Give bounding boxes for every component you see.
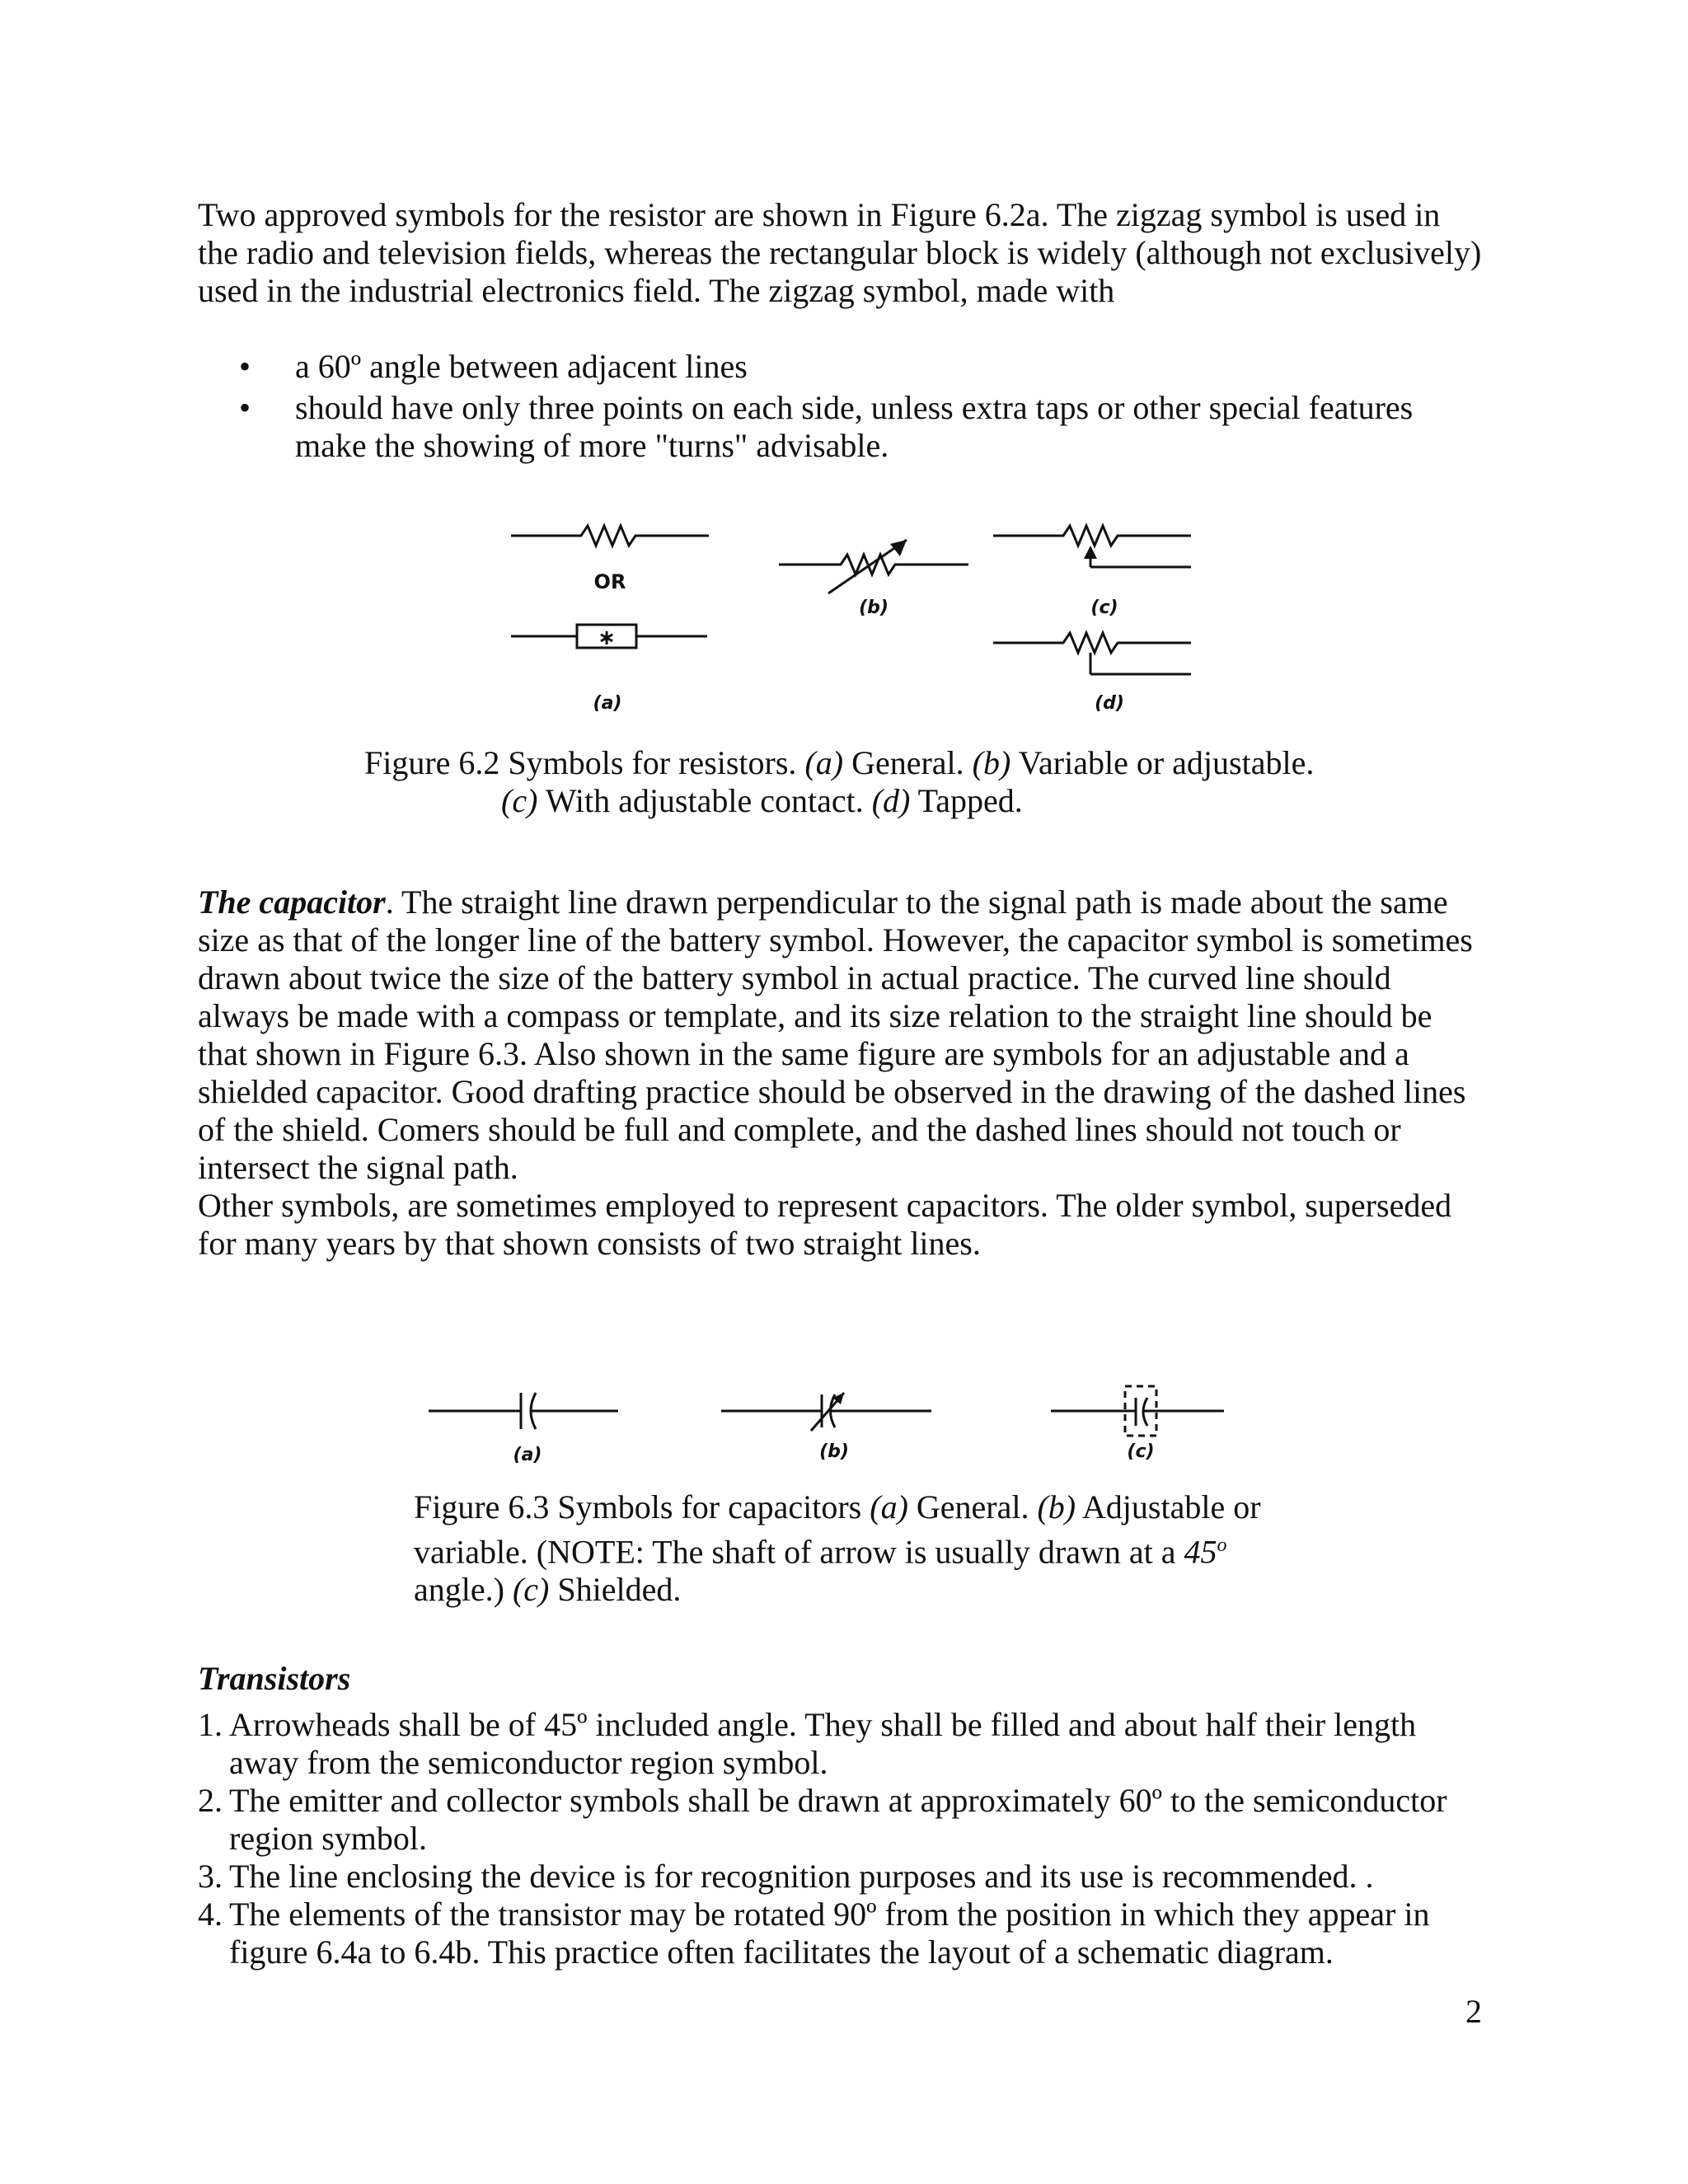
list-item: 3. The line enclosing the device is for recognition purposes and its use is recommended. .: [198, 1858, 1374, 1895]
resistor-symbols-diagram: [495, 511, 1236, 733]
fig-6-2-label-b: (b): [859, 598, 889, 618]
resistor-zigzag-symbol: [511, 526, 709, 546]
or-label: OR: [593, 570, 626, 593]
figure-6-2-caption: Figure 6.2 Symbols for resistors. (a) General. (b) Variable or adjustable. (c) With adjustable contact. (d) Tapped.: [364, 744, 1315, 819]
capacitor-symbols-diagram: [420, 1368, 1245, 1467]
bullet-text: should have only three points on each side, unless extra taps or other special features make the showing of more "turns" advisable.: [295, 389, 1414, 464]
fig-6-3-label-a: (a): [513, 1445, 542, 1465]
transistors-heading: Transistors: [198, 1660, 351, 1697]
capacitor-paragraph-2: Other symbols, are sometimes employed to represent capacitors. The older symbol, superseded for many years by that shown consists of two straight lines.: [198, 1187, 1452, 1262]
list-item: 2. The emitter and collector symbols shall be drawn at approximately 60º to the semiconductor region symbol.: [198, 1782, 1447, 1857]
figure-6-3: [420, 1368, 1245, 1467]
fig-6-3-label-b: (b): [819, 1441, 849, 1462]
fig-6-2-label-a: (a): [593, 693, 622, 714]
list-item: 4. The elements of the transistor may be rotated 90º from the position in which they appear in figure 6.4a to 6.4b. This practice often facilitates the layout of a schematic diagram.: [198, 1896, 1430, 1971]
transistor-rules-list: [198, 1706, 1484, 1971]
resistor-tapped-symbol: [993, 633, 1191, 653]
resistor-variable-symbol: [779, 555, 968, 574]
figure-6-3-caption: Figure 6.3 Symbols for capacitors (a) General. (b) Adjustable or variable. (NOTE: The shaft of arrow is usually drawn at a 45$^o$ angle.) (c) Shielded.: [414, 1488, 1261, 1609]
capacitor-paragraph: The capacitor. The straight line drawn perpendicular to the signal path is made about the same size as that of the longer line of the battery symbol. However, the capacitor symbol is sometimes drawn about twice the size of the battery symbol in actual practice. The curved line should always be made with a compass or template, and its size relation to the straight line should be that shown in Figure 6.3. Also shown in the same figure are symbols for an adjustable and a shielded capacitor. Good drafting practice should be observed in the drawing of the dashed lines of the shield. Comers should be full and complete, and the dashed lines should not touch or intersect the signal path. Other symbols, are sometimes employed to represent capacitors. The older symbol, superseded for many years by that shown consists of two straight lines.: [198, 883, 1473, 1262]
resistor-adjustable-contact-symbol: [993, 526, 1191, 546]
fig-6-3-label-c: (c): [1127, 1441, 1155, 1462]
figure-6-2: [495, 511, 1236, 733]
fig-6-2-label-d: (d): [1095, 693, 1124, 714]
fig-6-2-label-c: (c): [1090, 598, 1118, 618]
page-number: 2: [1465, 1993, 1482, 2030]
intro-paragraph: Two approved symbols for the resistor are shown in Figure 6.2a. The zigzag symbol is used in the radio and television fields, whereas the rectangular block is widely (although not exclusively) used in the industrial electronics field. The zigzag symbol, made with: [198, 196, 1482, 309]
bullet-item: [239, 389, 1475, 465]
capacitor-heading: The capacitor: [198, 883, 386, 921]
bullet-text: a 60º angle between adjacent lines: [295, 348, 748, 385]
bullet-item: [239, 348, 1475, 386]
bullet-list: [239, 348, 1475, 468]
list-item: 1. Arrowheads shall be of 45º included angle. They shall be filled and about half their length away from the semiconductor region symbol.: [198, 1706, 1417, 1781]
block-asterisk: ∗: [598, 626, 616, 650]
